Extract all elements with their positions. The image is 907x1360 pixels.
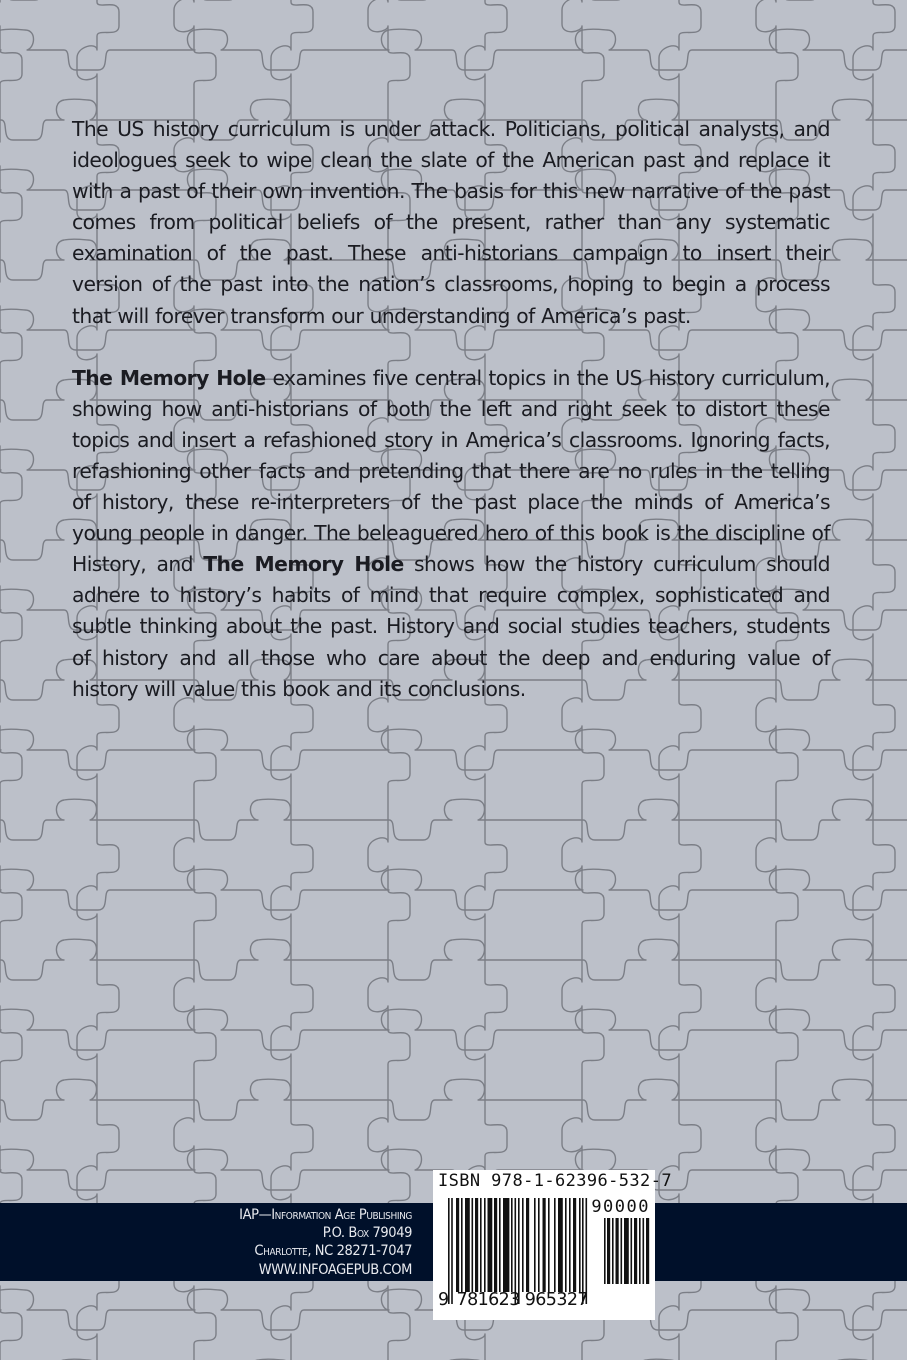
publisher-city: Charlotte, NC 28271-7047	[254, 1243, 412, 1260]
publisher-website: WWW.INFOAGEPUB.COM	[258, 1261, 412, 1278]
ean13-barcode-bars-icon	[448, 1198, 598, 1304]
ean-first-digit: 9	[438, 1290, 449, 1310]
publisher-po-box: P.O. Box 79049	[322, 1225, 412, 1242]
price-addon-bars-icon	[604, 1218, 650, 1284]
blurb-text: examines five central topics in the US history curriculum, showing how anti-historians of both the left and right seek to distort these topics and insert a refashioned story in America’s classrooms. Ignoring facts, refashioning other facts and pretending that there are no rules in the telling of history, these re-interpreters of the past place the minds of America’s young people in danger. The beleaguered hero of this book is the discipline of History, and	[72, 365, 830, 577]
back-cover-blurb	[72, 114, 830, 705]
price-addon-label: 90000	[591, 1197, 650, 1217]
ean-digits	[438, 1290, 588, 1310]
isbn-barcode	[433, 1170, 672, 1320]
publisher-info	[239, 1206, 412, 1279]
blurb-text: shows how the history curriculum should adhere to history’s habits of mind that require complex, sophisticated and subtle thinking about the past. History and social studies teachers, students of history and all those who care about the deep and enduring value of history will value this book and its conclusions.	[72, 552, 830, 701]
isbn-label: ISBN 978-1-62396-532-7	[438, 1171, 672, 1191]
book-title-bold: The Memory Hole	[203, 552, 404, 577]
book-title-bold: The Memory Hole	[72, 365, 266, 390]
publisher-name: IAP—Information Age Publishing	[239, 1207, 412, 1223]
blurb-paragraph-1: The US history curriculum is under attack. Politicians, political analysts, and ideologues seek to wipe clean the slate of the American past and replace it with a past of their own invention. The basis for this new narrative of the past comes from political beliefs of the present, rather than any systematic examination of the past. These anti-historians campaign to insert their version of the past into the nation’s classrooms, hoping to begin a process that will forever transform our understanding of America’s past.	[72, 117, 830, 328]
ean-remaining-digits: 781623 965327	[456, 1290, 588, 1310]
blurb-paragraph-2	[72, 363, 830, 705]
